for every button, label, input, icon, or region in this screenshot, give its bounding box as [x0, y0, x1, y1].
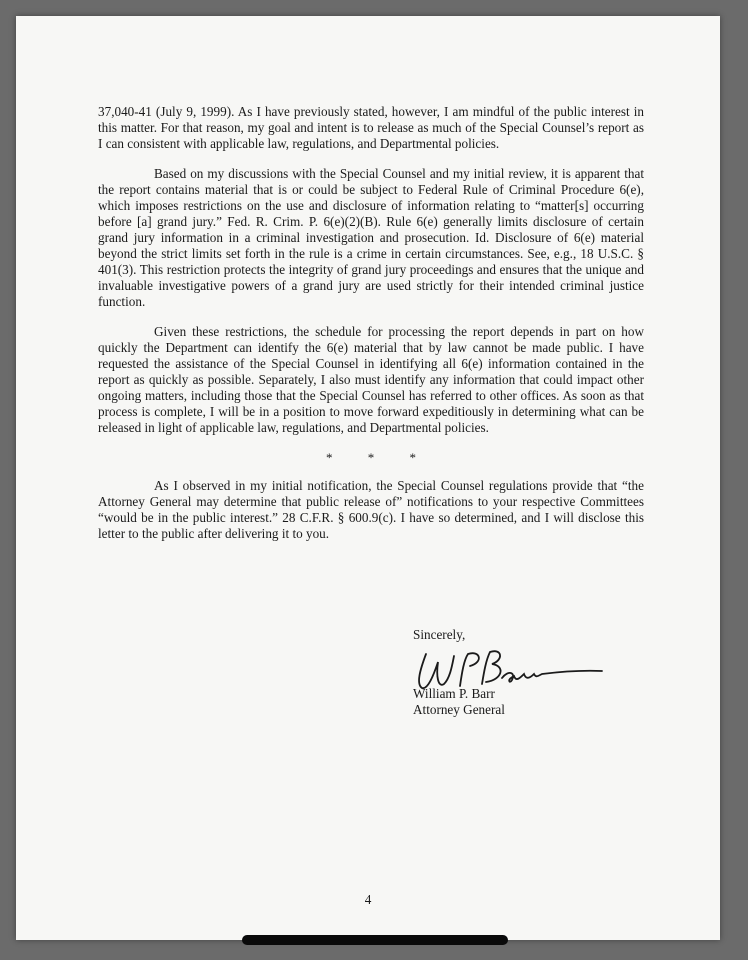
document-page [16, 16, 720, 940]
letter-body [98, 104, 644, 556]
paragraph-1: 37,040-41 (July 9, 1999). As I have previously stated, however, I am mindful of the public interest in this matter. For that reason, my goal and intent is to release as much of the Special Counsel’s report as I can consistent with applicable law, regulations, and Departmental policies. [98, 104, 644, 151]
home-indicator-bar[interactable] [242, 935, 508, 945]
signer-title: Attorney General [413, 702, 505, 717]
signer-name: William P. Barr [413, 686, 495, 701]
page-number: 4 [364, 892, 372, 907]
paragraph-3: Given these restrictions, the schedule for processing the report depends in part on how quickly the Department can identify the 6(e) material that by law cannot be made public. I have requested the assistance of the Special Counsel in identifying all 6(e) information contained in the report as quickly as possible. Separately, I also must identify any information that could impact other ongoing matters, including those that the Special Counsel has referred to other offices. As soon as that process is complete, I will be in a position to move forward expeditiously in determining what can be released in light of applicable law, regulations, and Departmental policies. [98, 324, 644, 435]
closing-salutation: Sincerely, [413, 627, 466, 642]
separator-star: * [326, 450, 333, 465]
section-separator [98, 450, 644, 466]
paragraph-4: As I observed in my initial notification, the Special Counsel regulations provide that “the Attorney General may determine that public release of” notifications to your respective Committees “would be in the public interest.” 28 C.F.R. § 600.9(c). I have so determined, and I will disclose this letter to the public after delivering it to you. [98, 478, 644, 541]
separator-star: * [409, 450, 416, 465]
separator-star: * [367, 450, 375, 465]
signer-block [413, 686, 505, 718]
paragraph-2: Based on my discussions with the Special Counsel and my initial review, it is apparent that the report contains material that is or could be subject to Federal Rule of Criminal Procedure 6(e), which imposes restrictions on the use and disclosure of information relating to “matter[s] occurring before [a] grand jury.” Fed. R. Crim. P. 6(e)(2)(B). Rule 6(e) generally limits disclosure of certain grand jury information in a criminal investigation and prosecution. Id. Disclosure of 6(e) material beyond the strict limits set forth in the rule is a crime in certain circumstances. See, e.g., 18 U.S.C. § 401(3). This restriction protects the integrity of grand jury proceedings and ensures that the unique and invaluable investigative powers of a grand jury are used strictly for their intended criminal justice function. [98, 166, 644, 309]
